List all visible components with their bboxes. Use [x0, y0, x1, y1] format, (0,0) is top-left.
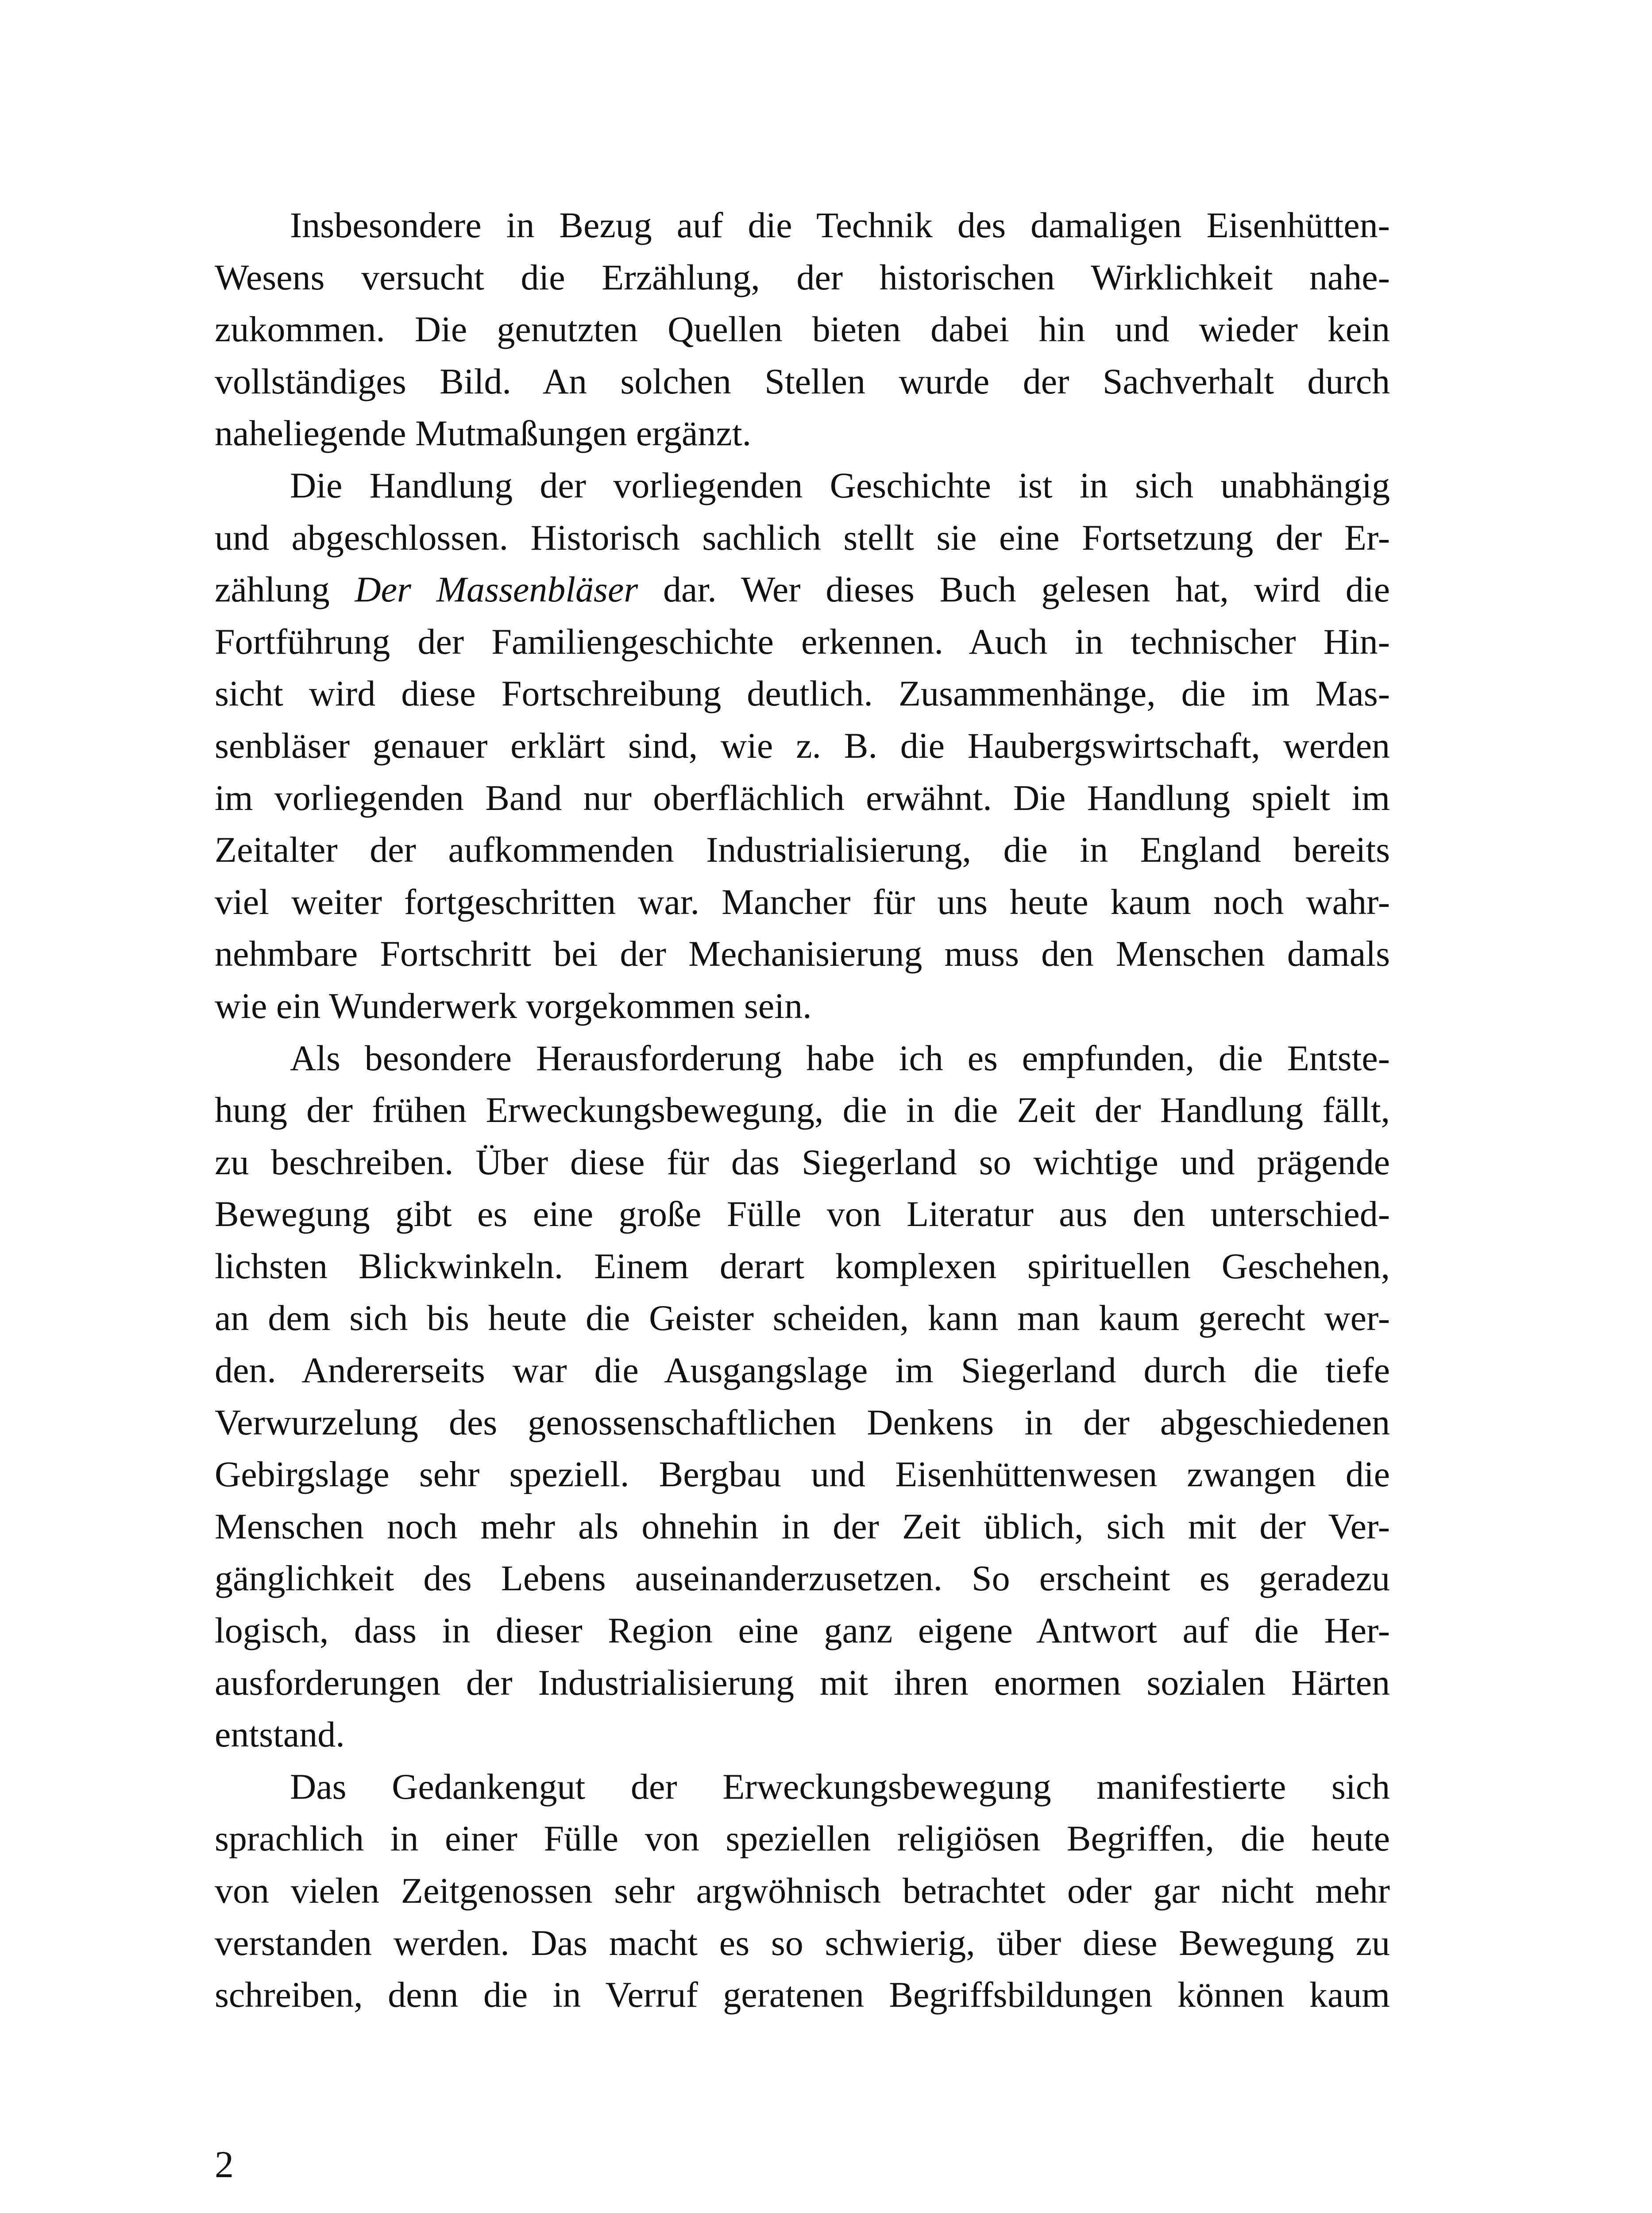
text-line: Insbesondere in Bezug auf die Technik des damaligen Eisenhütten-	[290, 205, 1390, 245]
text-line: naheliegende Mutmaßungen ergänzt.	[215, 413, 752, 454]
paragraph-3	[215, 1032, 1390, 1761]
text-line: wie ein Wunderwerk vorgekommen sein.	[215, 985, 812, 1026]
body-text	[215, 199, 1390, 2021]
text-line: hung der frühen Erweckungsbewegung, die in die Zeit der Handlung fällt,	[215, 1090, 1390, 1130]
text-line: und abgeschlossen. Historisch sachlich stellt sie eine Fortsetzung der Er-	[215, 517, 1390, 558]
text-line: Wesens versucht die Erzählung, der historischen Wirklichkeit nahe-	[215, 257, 1390, 297]
text-line: Die Handlung der vorliegenden Geschichte ist in sich unabhängig	[290, 465, 1390, 505]
text-line: im vorliegenden Band nur oberflächlich erwähnt. Die Handlung spielt im	[215, 777, 1390, 818]
page-number: 2	[215, 2143, 234, 2186]
text-line: von vielen Zeitgenossen sehr argwöhnisch betrachtet oder gar nicht mehr	[215, 1870, 1390, 1911]
text-line: an dem sich bis heute die Geister scheiden, kann man kaum gerecht wer-	[215, 1298, 1390, 1338]
text-line: gänglichkeit des Lebens auseinanderzusetzen. So erscheint es geradezu	[215, 1558, 1390, 1599]
text-line: Bewegung gibt es eine große Fülle von Literatur aus den unterschied-	[215, 1194, 1390, 1234]
paragraph-1	[215, 199, 1390, 459]
text-line: sprachlich in einer Fülle von speziellen religiösen Begriffen, die heute	[215, 1818, 1390, 1859]
text-line: lichsten Blickwinkeln. Einem derart komplexen spirituellen Geschehen,	[215, 1245, 1390, 1286]
paragraph-2	[215, 459, 1390, 1032]
text-line: senbläser genauer erklärt sind, wie z. B. die Haubergswirtschaft, werden	[215, 725, 1390, 766]
text-line: ausforderungen der Industrialisierung mit ihren enormen sozialen Härten	[215, 1662, 1390, 1703]
text-line: viel weiter fortgeschritten war. Mancher für uns heute kaum noch wahr-	[215, 881, 1390, 922]
text-line: schreiben, denn die in Verruf geratenen Begriffsbildungen können kaum	[215, 1974, 1390, 2015]
text-line: den. Andererseits war die Ausgangslage im Siegerland durch die tiefe	[215, 1350, 1390, 1391]
paragraph-4	[215, 1761, 1390, 2021]
text-line: zukommen. Die genutzten Quellen bieten dabei hin und wieder kein	[215, 309, 1390, 350]
text-line: sicht wird diese Fortschreibung deutlich. Zusammenhänge, die im Mas-	[215, 673, 1390, 714]
text-line: Menschen noch mehr als ohnehin in der Zeit üblich, sich mit der Ver-	[215, 1506, 1390, 1546]
book-title-italic: Der Massenbläser	[355, 569, 638, 610]
text-line: zu beschreiben. Über diese für das Siegerland so wichtige und prägende	[215, 1141, 1390, 1182]
text-line: Fortführung der Familiengeschichte erkennen. Auch in technischer Hin-	[215, 621, 1390, 662]
text-line: Verwurzelung des genossenschaftlichen Denkens in der abgeschiedenen	[215, 1402, 1390, 1442]
text-line: verstanden werden. Das macht es so schwierig, über diese Bewegung zu	[215, 1922, 1390, 1963]
text-line: Gebirgslage sehr speziell. Bergbau und Eisenhüttenwesen zwangen die	[215, 1454, 1390, 1495]
text-line-with-italic-title: zählung Der Massenbläser dar. Wer dieses Buch gelesen hat, wird die	[215, 569, 1390, 610]
text-line: Als besondere Herausforderung habe ich es empfunden, die Entste-	[290, 1037, 1390, 1078]
text-line: logisch, dass in dieser Region eine ganz eigene Antwort auf die Her-	[215, 1610, 1390, 1651]
text-line: entstand.	[215, 1714, 345, 1755]
text-line: nehmbare Fortschritt bei der Mechanisierung muss den Menschen damals	[215, 933, 1390, 974]
text-line: vollständiges Bild. An solchen Stellen wurde der Sachverhalt durch	[215, 361, 1390, 401]
text-line: Das Gedankengut der Erweckungsbewegung manifestierte sich	[290, 1766, 1390, 1807]
text-line: Zeitalter der aufkommenden Industrialisierung, die in England bereits	[215, 829, 1390, 870]
